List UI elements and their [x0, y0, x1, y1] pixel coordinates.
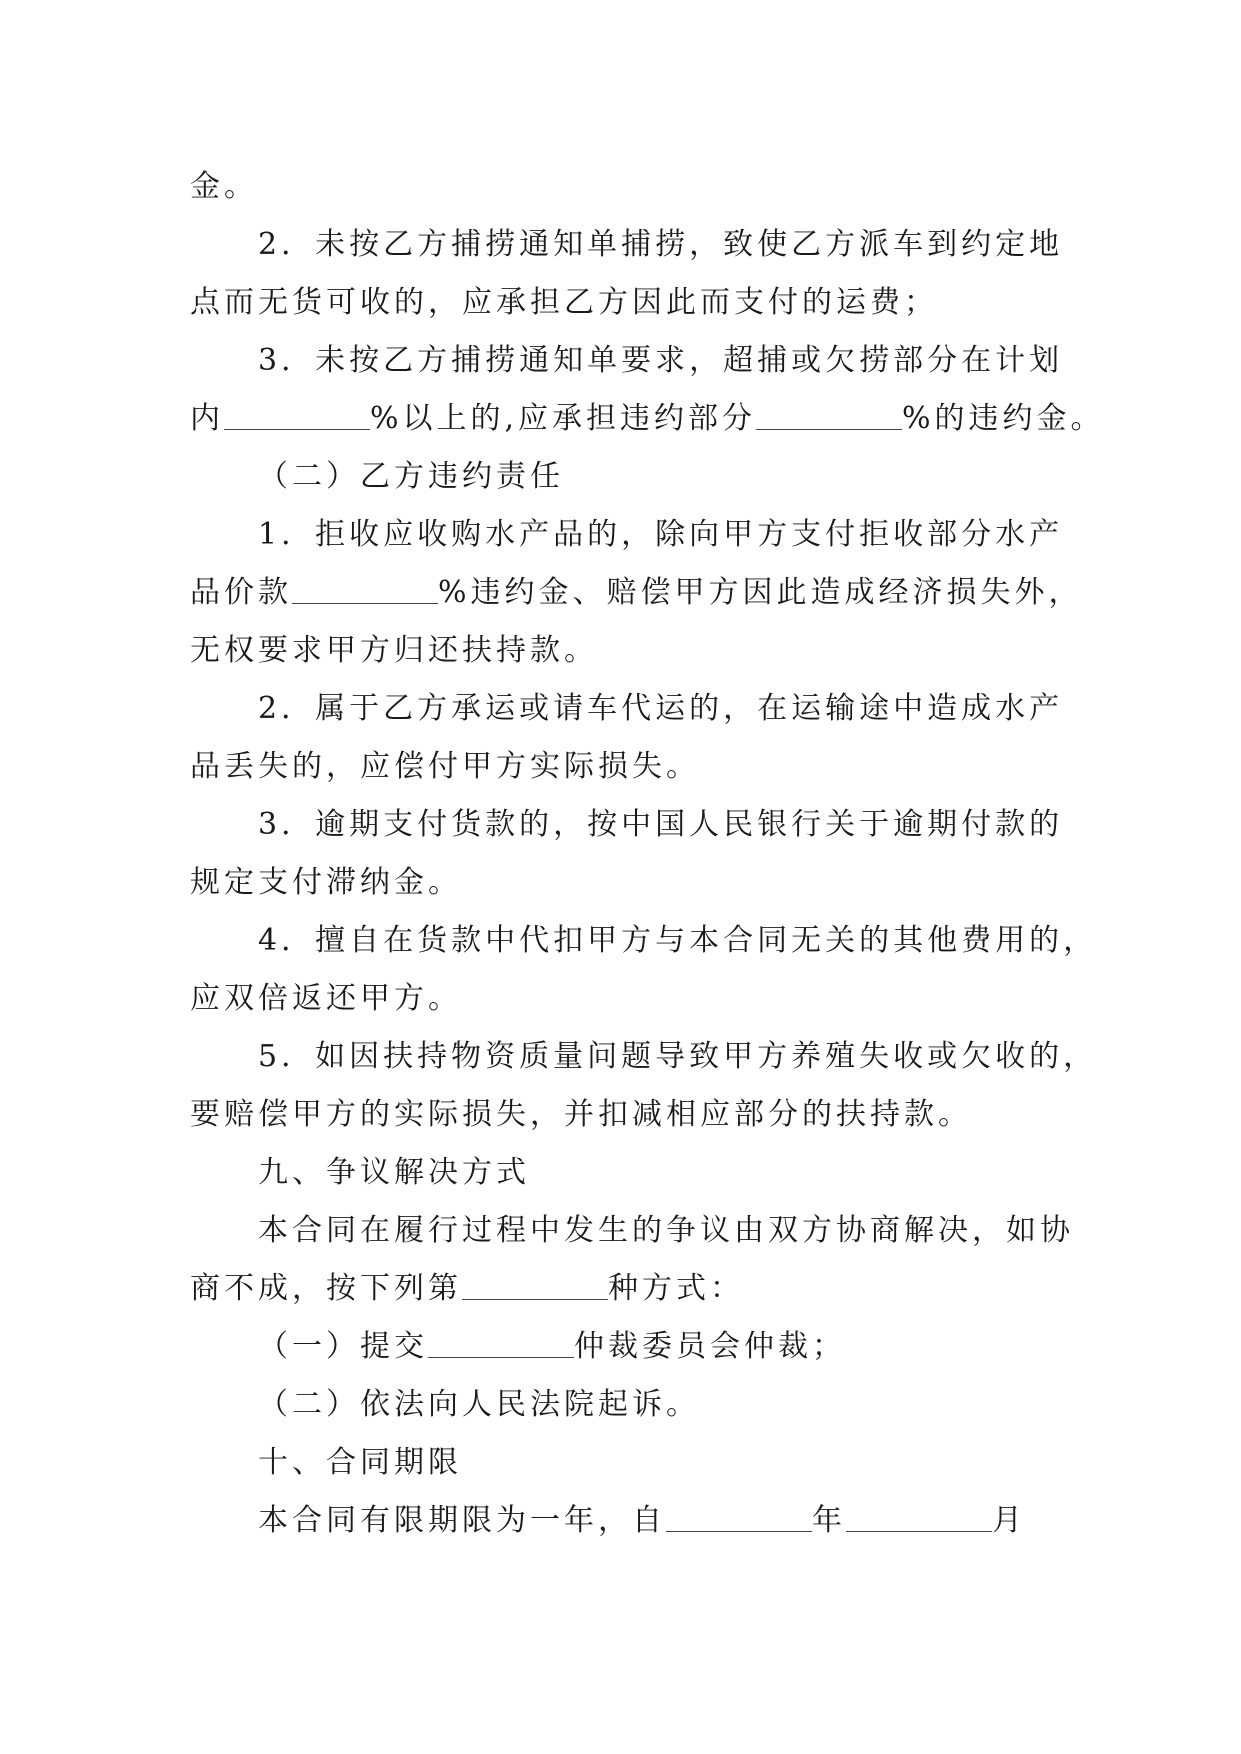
fill-in-blank — [846, 1495, 992, 1532]
paragraph-line — [190, 738, 1070, 796]
text: 应双倍返还甲方。 — [190, 981, 462, 1016]
paragraph-line — [190, 1028, 1098, 1086]
text: 十、合同期限 — [258, 1445, 462, 1480]
text: 月 — [992, 1503, 1026, 1538]
contract-body — [190, 158, 1105, 1550]
text: 品价款 — [190, 575, 292, 610]
text: 3．逾期支付货款的，按中国人民银行关于逾期付款的 — [258, 807, 1064, 842]
text: 要赔偿甲方的实际损失，并扣减相应部分的扶持款。 — [190, 1097, 972, 1132]
text: 点而无货可收的，应承担乙方因此而支付的运费； — [190, 285, 938, 320]
text: 5．如因扶持物资质量问题导致甲方养殖失收或欠收的， — [258, 1039, 1098, 1074]
paragraph-line — [190, 1260, 1070, 1318]
text: 仲裁委员会仲裁； — [574, 1329, 846, 1364]
paragraph-line — [190, 1376, 1070, 1434]
text: 无权要求甲方归还扶持款。 — [190, 633, 598, 668]
paragraph-line — [190, 854, 1070, 912]
paragraph-line — [190, 216, 1070, 274]
paragraph-line — [190, 680, 1070, 738]
text: （二）依法向人民法院起诉。 — [258, 1387, 700, 1422]
paragraph-line — [190, 1492, 1070, 1550]
text: 1．拒收应收购水产品的，除向甲方支付拒收部分水产 — [258, 517, 1064, 552]
paragraph-line — [190, 1086, 1070, 1144]
text: 年 — [812, 1503, 846, 1538]
paragraph-line — [190, 1202, 1074, 1260]
section-heading — [190, 1434, 1070, 1492]
section-heading — [190, 448, 1070, 506]
paragraph-line — [190, 506, 1070, 564]
text: 种方式： — [608, 1271, 744, 1306]
paragraph-line — [190, 912, 1098, 970]
section-heading — [190, 1144, 1070, 1202]
text: 2．属于乙方承运或请车代运的，在运输途中造成水产 — [258, 691, 1064, 726]
fill-in-blank — [666, 1495, 812, 1532]
text: 本合同有限期限为一年，自 — [258, 1503, 666, 1538]
paragraph-line — [190, 332, 1070, 390]
fill-in-blank — [428, 1321, 574, 1358]
text: 品丢失的，应偿付甲方实际损失。 — [190, 749, 700, 784]
fill-in-blank — [224, 393, 370, 430]
paragraph-line — [190, 1318, 1070, 1376]
text: （二）乙方违约责任 — [258, 459, 564, 494]
text: 九、争议解决方式 — [258, 1155, 530, 1190]
text: 3．未按乙方捕捞通知单要求，超捕或欠捞部分在计划 — [258, 343, 1064, 378]
fill-in-blank — [292, 567, 438, 604]
paragraph-line — [190, 970, 1070, 1028]
text: 规定支付滞纳金。 — [190, 865, 462, 900]
fill-in-blank — [462, 1263, 608, 1300]
text: %以上的,应承担违约部分 — [370, 401, 757, 436]
text: 2．未按乙方捕捞通知单捕捞，致使乙方派车到约定地 — [258, 227, 1064, 262]
paragraph-line — [190, 274, 1070, 332]
text: 本合同在履行过程中发生的争议由双方协商解决，如协 — [258, 1213, 1074, 1248]
paragraph-line — [190, 158, 1070, 216]
text: 4．擅自在货款中代扣甲方与本合同无关的其他费用的， — [258, 923, 1098, 958]
text: %违约金、赔偿甲方因此造成经济损失外， — [438, 575, 1083, 610]
paragraph-line — [190, 564, 1083, 622]
text: %的违约金。 — [902, 401, 1105, 436]
text: 内 — [190, 401, 224, 436]
text: （一）提交 — [258, 1329, 428, 1364]
paragraph-line — [190, 622, 1070, 680]
text: 金。 — [190, 169, 258, 204]
fill-in-blank — [756, 393, 902, 430]
text: 商不成，按下列第 — [190, 1271, 462, 1306]
paragraph-line — [190, 390, 1105, 448]
paragraph-line — [190, 796, 1070, 854]
